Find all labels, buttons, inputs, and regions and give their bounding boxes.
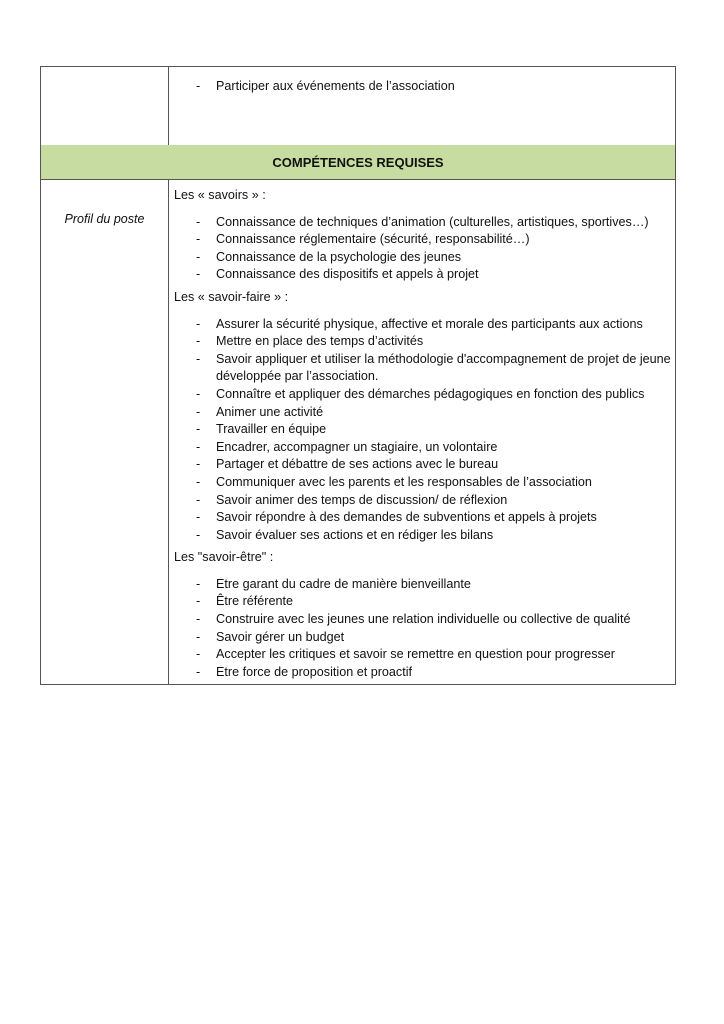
list-item: - Connaissance de la psychologie des jeunes: [174, 249, 674, 267]
savoirs-heading: Les « savoirs » :: [174, 188, 266, 202]
list-item: - Savoir gérer un budget: [174, 629, 674, 647]
top-row-list: [174, 78, 674, 96]
list-item: - Etre force de proposition et proactif: [174, 664, 674, 682]
list-item: - Savoir animer des temps de discussion/ de réflexion: [174, 492, 674, 510]
list-item: - Animer une activité: [174, 404, 674, 422]
savoirs-list: [174, 214, 674, 284]
list-item: - Travailler en équipe: [174, 421, 674, 439]
list-item: - Communiquer avec les parents et les responsables de l’association: [174, 474, 674, 492]
list-item: - Participer aux événements de l’association: [174, 78, 674, 96]
profile-content: [174, 187, 674, 686]
list-item: - Accepter les critiques et savoir se remettre en question pour progresser: [174, 646, 674, 664]
list-item: - Assurer la sécurité physique, affective et morale des participants aux actions: [174, 316, 674, 334]
top-row: [41, 67, 675, 146]
list-item: - Connaître et appliquer des démarches pédagogiques en fonction des publics: [174, 386, 674, 404]
profile-label: Profil du poste: [64, 212, 145, 226]
list-item: - Partager et débattre de ses actions avec le bureau: [174, 456, 674, 474]
competences-table: [40, 66, 676, 685]
list-item: - Connaissance réglementaire (sécurité, responsabilité…): [174, 231, 674, 249]
section-title: COMPÉTENCES REQUISES: [272, 154, 444, 170]
list-item: - Savoir répondre à des demandes de subventions et appels à projets: [174, 509, 674, 527]
profile-row: [41, 180, 675, 685]
list-item: - Savoir évaluer ses actions et en rédiger les bilans: [174, 527, 674, 545]
list-item: - Savoir appliquer et utiliser la méthodologie d'accompagnement de projet de jeune développée par l’association.: [174, 351, 674, 386]
list-item: - Encadrer, accompagner un stagiaire, un volontaire: [174, 439, 674, 457]
savoir-etre-heading: Les "savoir-être" :: [174, 550, 274, 565]
column-divider: [168, 180, 169, 685]
list-item: - Construire avec les jeunes une relation individuelle ou collective de qualité: [174, 611, 674, 629]
section-header-band: [41, 145, 675, 180]
savoir-faire-heading: Les « savoir-faire » :: [174, 289, 289, 304]
list-item: - Connaissance des dispositifs et appels à projet: [174, 266, 674, 284]
list-item: - Mettre en place des temps d’activités: [174, 333, 674, 351]
list-item: - Être référente: [174, 593, 674, 611]
top-row-content: [174, 78, 674, 101]
savoir-faire-list: [174, 316, 674, 545]
column-divider: [168, 67, 169, 145]
list-item: - Connaissance de techniques d’animation (culturelles, artistiques, sportives…): [174, 214, 674, 232]
savoir-etre-list: [174, 576, 674, 682]
list-item: - Etre garant du cadre de manière bienveillante: [174, 576, 674, 594]
